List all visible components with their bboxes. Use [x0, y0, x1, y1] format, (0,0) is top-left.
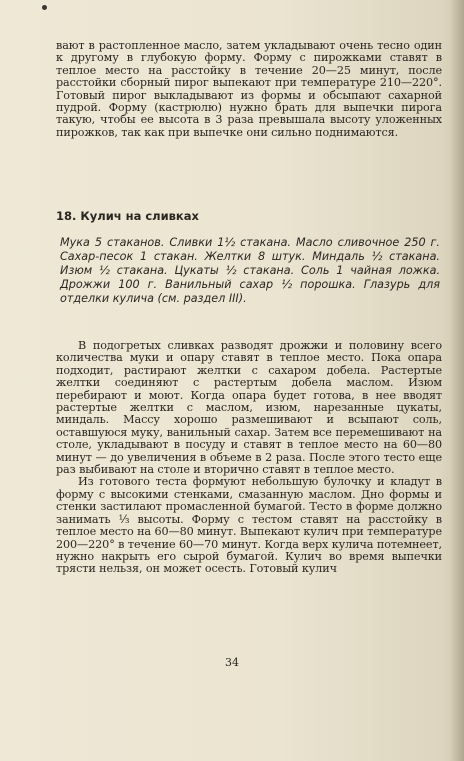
page-number: 34	[225, 656, 239, 669]
method-paragraph-2: Из готового теста формуют небольшую булочку и кладут в форму с высокими стенками, смазанную маслом. Дно формы и стенки застилают промасленной бумагой. Тесто в форме должно занимать ⅓ высоты. Форму с тестом ставят на расстойку в теплое место на 60—80 минут. Выпекают кулич при температуре 200—220° в течение 60—70 минут. Когда верх кулича потемнеет, нужно накрыть его сырой бумагой. Кулич во время выпечки трясти нельзя, он может осесть. Готовый кулич	[56, 475, 442, 576]
ink-spot	[42, 5, 47, 10]
recipe-ingredients: Мука 5 стаканов. Сливки 1½ стакана. Масло сливочное 250 г. Сахар-песок 1 стакан. Желтки 8 штук. Миндаль ½ стакана. Изюм ½ стакана. Цукаты ½ стакана. Соль 1 чайная ложка. Дрожжи 100 г. Ванильный сахар ½ порошка. Глазурь для отделки кулича (см. раздел III).	[60, 236, 440, 305]
recipe-method	[56, 340, 442, 576]
page-edge-shadow	[450, 0, 464, 761]
continuation-text: вают в растопленное масло, затем укладывают очень тесно один к другому в глубокую форму. Форму с пирожками ставят в теплое место на расстойку в течение 20—25 минут, после расстойки сборный пирог выпекают при температуре 210—220°. Готовый пирог выкладывают из формы и обсыпают сахарной пудрой. Форму (кастрюлю) нужно брать для выпечки пирога такую, чтобы ее высота в 3 раза превышала высоту уложенных пирожков, так как при выпечке они сильно поднимаются.	[56, 39, 442, 139]
recipe-title: 18. Кулич на сливках	[56, 209, 199, 223]
method-paragraph-1: В подогретых сливках разводят дрожжи и половину всего количества муки и опару ставят в теплое место. Пока опара подходит, растирают желтки с сахаром добела. Растертые желтки соединяют с растертым добела маслом. Изюм перебирают и моют. Когда опара будет готова, в нее вводят растертые желтки с маслом, изюм, нарезанные цукаты, миндаль. Массу хорошо размешивают и всыпают соль, оставшуюся муку, ванильный сахар. Затем все перемешивают на столе, укладывают в посуду и ставят в теплое место на 60—80 минут — до увеличения в объеме в 2 раза. После этого тесто еще раз выбивают на столе и вторично ставят в теплое место.	[56, 339, 442, 477]
continuation-paragraph	[56, 40, 442, 139]
